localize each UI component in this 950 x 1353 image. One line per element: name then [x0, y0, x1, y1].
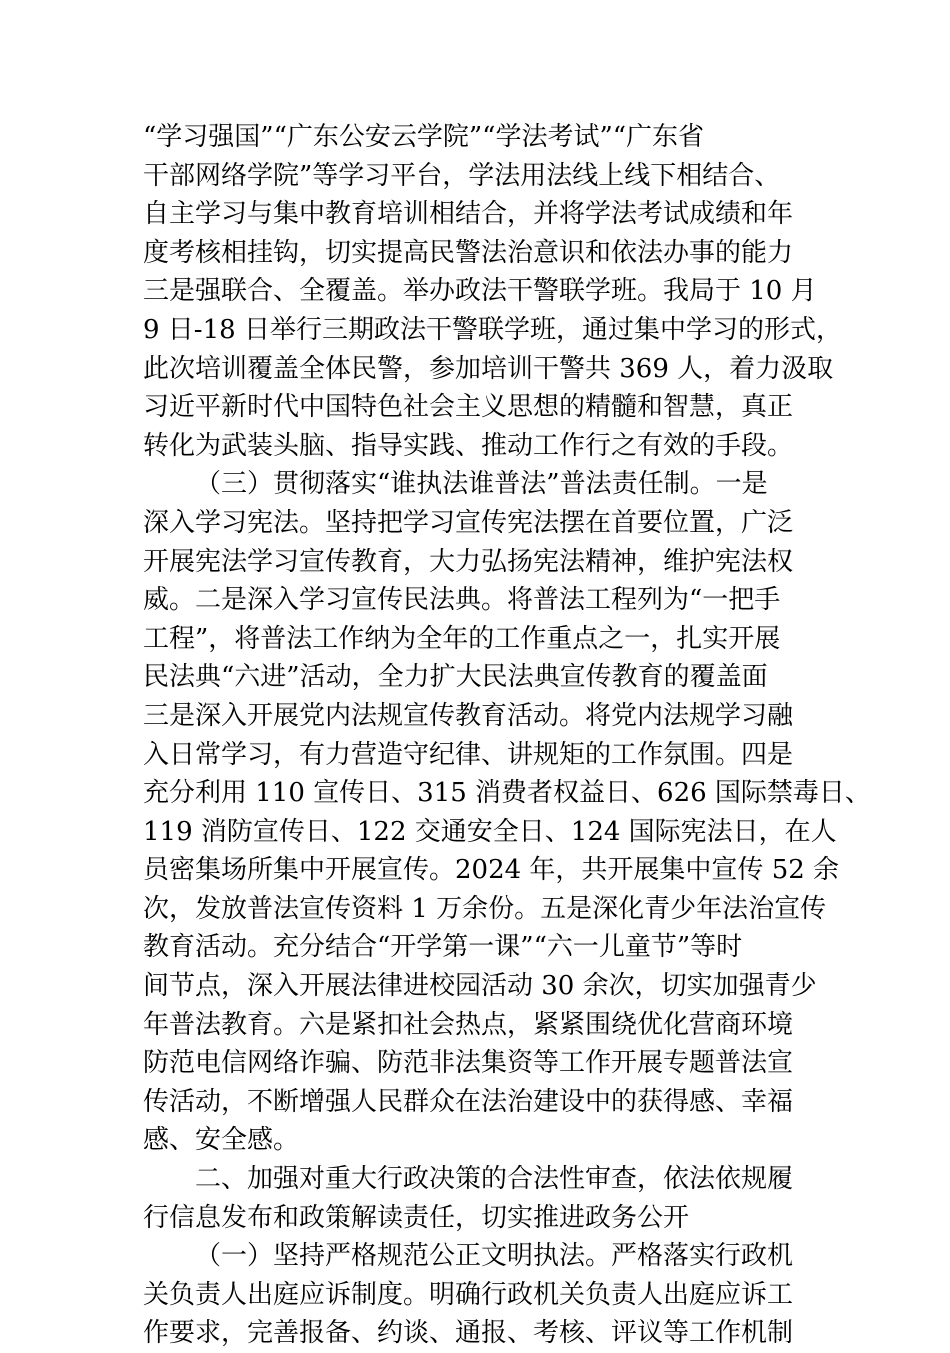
text-line: 充分利用 110 宣传日、315 消费者权益日、626 国际禁毒日、 [143, 778, 871, 809]
text-line: 9 日-18 日举行三期政法干警联学班，通过集中学习的形式， [143, 314, 842, 345]
text-line: 工程”，将普法工作纳为全年的工作重点之一，扎实开展 [143, 623, 781, 654]
text-line: 度考核相挂钩，切实提高民警法治意识和依法办事的能力 [143, 237, 794, 268]
text-line: 员密集场所集中开展宣传。2024 年，共开展集中宣传 52 余 [143, 855, 840, 886]
text-line: 干部网络学院”等学习平台，学法用法线上线下相结合、 [143, 160, 781, 191]
text-line: 传活动，不断增强人民群众在法治建设中的获得感、幸福 [143, 1086, 794, 1117]
text-line: 年普法教育。六是紧扣社会热点，紧紧围绕优化营商环境 [143, 1009, 794, 1040]
text-line: 转化为武装头脑、指导实践、推动工作行之有效的手段。 [143, 430, 794, 461]
text-line: 三是强联合、全覆盖。举办政法干警联学班。我局于 10 月 [143, 276, 817, 307]
text-line: 开展宪法学习宣传教育，大力弘扬宪法精神，维护宪法权 [143, 546, 794, 577]
text-line: 感、安全感。 [143, 1125, 300, 1156]
text-line: 此次培训覆盖全体民警，参加培训干警共 369 人，着力汲取 [143, 353, 834, 384]
text-line: 作要求，完善报备、约谈、通报、考核、评议等工作机制 [143, 1318, 794, 1349]
text-line: （三）贯彻落实“谁执法谁普法”普法责任制。一是 [195, 469, 768, 500]
text-line: 深入学习宪法。坚持把学习宣传宪法摆在首要位置，广泛 [143, 507, 794, 538]
text-line: 防范电信网络诈骗、防范非法集资等工作开展专题普法宣 [143, 1048, 794, 1079]
text-line: 教育活动。充分结合“开学第一课”“六一儿童节”等时 [143, 932, 743, 963]
text-line: 间节点，深入开展法律进校园活动 30 余次，切实加强青少 [143, 971, 817, 1002]
text-line: 民法典“六进”活动，全力扩大民法典宣传教育的覆盖面 [143, 662, 768, 693]
document-body [143, 118, 871, 1353]
section-heading-line: 行信息发布和政策解读责任，切实推进政务公开 [143, 1202, 690, 1233]
text-line: 关负责人出庭应诉制度。明确行政机关负责人出庭应诉工 [143, 1279, 794, 1310]
text-line: 三是深入开展党内法规宣传教育活动。将党内法规学习融 [143, 700, 794, 731]
text-line: “学习强国”“广东公安云学院”“学法考试”“广东省 [143, 122, 705, 152]
text-line: 习近平新时代中国特色社会主义思想的精髓和智慧，真正 [143, 392, 794, 423]
section-heading-line: 二、加强对重大行政决策的合法性审查，依法依规履 [195, 1164, 794, 1195]
text-line: （一）坚持严格规范公正文明执法。严格落实行政机 [195, 1241, 794, 1272]
text-line: 次，发放普法宣传资料 1 万余份。五是深化青少年法治宣传 [143, 893, 827, 924]
text-line: 自主学习与集中教育培训相结合，并将学法考试成绩和年 [143, 199, 794, 230]
text-line: 威。二是深入学习宣传民法典。将普法工程列为“一把手 [143, 585, 781, 616]
text-line: 入日常学习，有力营造守纪律、讲规矩的工作氛围。四是 [143, 739, 794, 770]
text-line: 119 消防宣传日、122 交通安全日、124 国际宪法日，在人 [143, 816, 837, 847]
